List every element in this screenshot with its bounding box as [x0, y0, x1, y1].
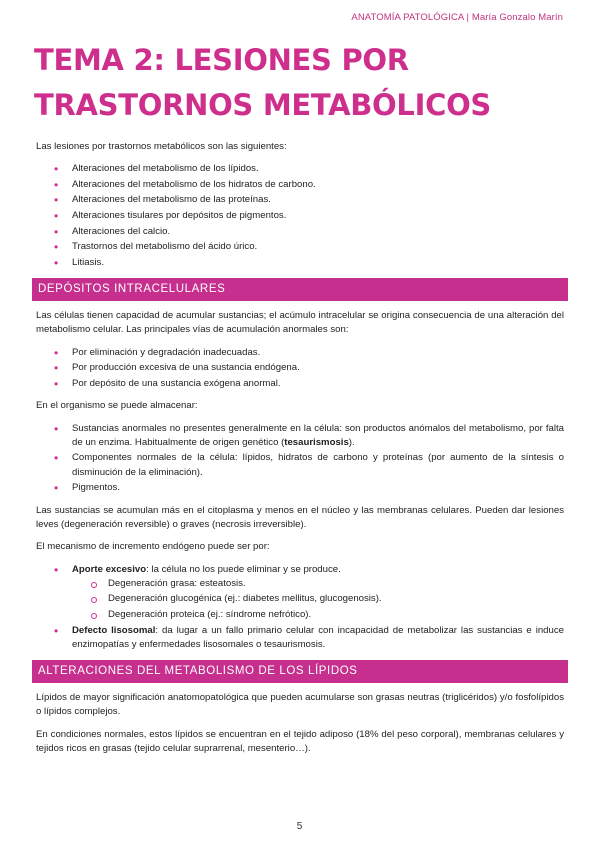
list-item: • Componentes normales de la célula: lípidos, hidratos de carbono y proteínas (por aumento de la síntesis o disminución de la eliminación). — [36, 451, 564, 480]
vias-list — [36, 346, 564, 391]
list-item: • Por depósito de una sustancia exógena anormal. — [36, 377, 564, 391]
bold-term: Defecto lisosomal — [72, 624, 156, 636]
list-item: • Alteraciones del metabolismo de las proteínas. — [36, 193, 564, 207]
bold-term: tesaurismosis — [284, 436, 349, 448]
running-header: ANATOMÍA PATOLÓGICA | María Gonzalo Marín — [351, 12, 563, 23]
bold-term: Aporte excesivo — [72, 563, 147, 575]
section-heading-lipidos: ALTERACIONES DEL METABOLISMO DE LOS LÍPIDOS — [32, 660, 568, 683]
text-run: Sustancias anormales no presentes generalmente en la célula: son productos anómalos del metabolismo, por falta de un enzima. Habitualmente de origen genético ( — [72, 422, 564, 448]
intro-paragraph: Las lesiones por trastornos metabólicos son las siguientes: — [36, 141, 287, 152]
list-item: • Pigmentos. — [36, 481, 564, 495]
section-heading-depositos: DEPÓSITOS INTRACELULARES — [32, 278, 568, 301]
almacen-list — [36, 422, 564, 496]
sub-list-item: Degeneración proteica (ej.: síndrome nefrótico). — [72, 608, 564, 622]
sub-list — [72, 577, 564, 622]
list-item: • Por producción excesiva de una sustancia endógena. — [36, 361, 564, 375]
list-item: • Trastornos del metabolismo del ácido úrico. — [36, 240, 564, 254]
intro-list — [36, 162, 564, 270]
page-number: 5 — [296, 821, 303, 832]
text-run: : da lugar a un fallo primario celular con incapacidad de metabolizar las sustancias e induce enzimopatías y enfermedades lisosomales o tesaurismosis. — [72, 624, 564, 650]
paragraph: Las sustancias se acumulan más en el citoplasma y menos en el núcleo y las membranas celulares. Pueden dar lesiones leves (degeneración reversible) o graves (necrosis irreversible). — [36, 504, 564, 530]
list-item — [36, 624, 564, 653]
sub-list-item: Degeneración glucogénica (ej.: diabetes mellitus, glucogenosis). — [72, 592, 564, 606]
paragraph: Lípidos de mayor significación anatomopatológica que pueden acumularse son grasas neutras (triglicéridos) y/o fosfolípidos o lípidos complejos. — [36, 692, 564, 718]
sub-list-item: Degeneración grasa: esteatosis. — [72, 577, 564, 591]
list-item: • Litiasis. — [36, 256, 564, 270]
page-title: TEMA 2: LESIONES POR TRASTORNOS METABÓLICOS — [34, 43, 492, 122]
list-item: • Alteraciones del metabolismo de los hidratos de carbono. — [36, 178, 564, 192]
mecanismo-list — [36, 563, 564, 653]
document-body — [36, 140, 564, 764]
text-run: : la célula no los puede eliminar y se produce. — [146, 563, 341, 575]
list-item: • Alteraciones del metabolismo de los lípidos. — [36, 162, 564, 176]
list-item — [36, 563, 564, 623]
list-item: • Alteraciones del calcio. — [36, 225, 564, 239]
list-item: • Alteraciones tisulares por depósitos de pigmentos. — [36, 209, 564, 223]
list-item: • Por eliminación y degradación inadecuadas. — [36, 346, 564, 360]
paragraph: En el organismo se puede almacenar: — [36, 400, 198, 412]
paragraph: En condiciones normales, estos lípidos se encuentran en el tejido adiposo (18% del peso corporal), membranas celulares y tejidos ricos en grasas (tejido celular suprarrenal, mesenterio…). — [36, 728, 564, 755]
list-item — [36, 422, 564, 451]
paragraph: Las células tienen capacidad de acumular sustancias; el acúmulo intracelular se origina consecuencia de una alteración del metabolismo celular. Las principales vías de acumulación anormales son: — [36, 310, 564, 336]
text-run: ). — [348, 436, 355, 448]
paragraph: El mecanismo de incremento endógeno puede ser por: — [36, 541, 270, 553]
